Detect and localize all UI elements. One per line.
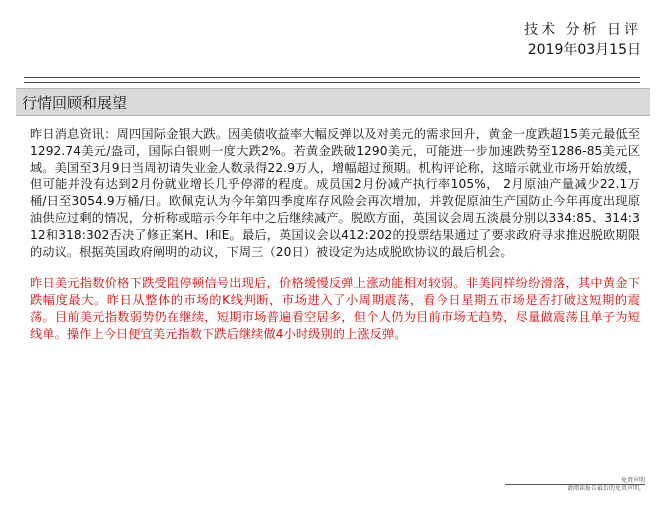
disclaimer-note: 请阅读报告最后的免责声明。 — [566, 485, 645, 492]
report-title: 技术 分析 日评 — [524, 22, 641, 38]
disclaimer-title: 免责声明 — [620, 477, 645, 484]
news-paragraph: 昨日消息资讯：周四国际金银大跌。因美债收益率大幅反弹以及对美元的需求回升，黄金一度跌超15美元最低至1292.74美元/盎司，国际白银则一度大跌2%。若黄金跌破1290美元，可能进一步加速跌势至1286-85美元区域。美国至3月9日当周初请失业金人数录得22.9万人，增幅超过预期。机构评论称，这暗示就业市场开始放缓，但可能并没有达到2月份就业增长几乎停滞的程度。成员国2月份减产执行率105%， 2月原油产量减少22.1万桶/日至3054.9万桶/日。欧佩克认为今年第四季度库存风险会再次增加，并敦促原油生产国防止今年再度出现原油供应过剩的情况，分析称或暗示今年年中之后继续减产。脱欧方面，英国议会周五淡晨分别以334:85、314:312和318:302否决了修正案H、I和E。最后，英国议会以412:202的投票结果通过了要求政府寻求推迟脱欧期限的动议。根据英国政府阐明的动议，下周三（20日）被设定为达成脱欧协议的最后机会。 — [30, 127, 640, 259]
report-body — [30, 126, 640, 343]
disclaimer-footer — [567, 477, 645, 493]
header-divider-bottom — [24, 82, 640, 83]
section-title: 行情回顾和展望 — [22, 94, 128, 112]
section-heading-bar — [16, 88, 650, 116]
report-date: 2019年03月15日 — [527, 42, 641, 58]
header-divider-top — [24, 77, 640, 78]
report-header — [524, 20, 641, 60]
analysis-paragraph: 昨日美元指数价格下跌受阻停顿信号出现后，价格缓慢反弹上涨动能相对较弱。非美同样纷纷滑落，其中黄金下跌幅度最大。昨日从整体的市场的K线判断，市场进入了小周期震荡，看今日星期五市场是否打破这短期的震荡。目前美元指数弱势仍在继续，短期市场普遍看空居多，但个人仍为目前市场无趋势，尽量做震荡且单子为短线单。操作上今日便宜美元指数下跌后继续做4小时级别的上涨反弹。 — [30, 276, 640, 341]
